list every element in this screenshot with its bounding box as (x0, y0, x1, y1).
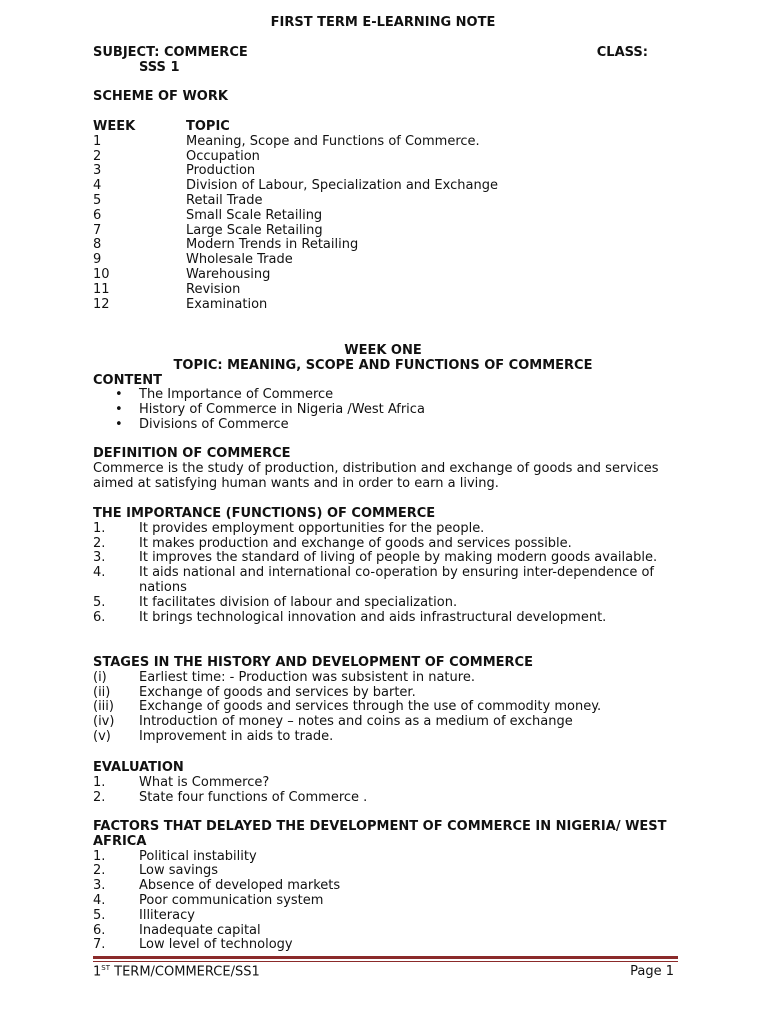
item-number: 1. (93, 848, 106, 864)
evaluation-section (93, 761, 673, 805)
item-number: 5. (93, 594, 106, 610)
scheme-week: 11 (93, 281, 110, 297)
scheme-topic: Division of Labour, Specialization and Exchange (186, 178, 498, 194)
definition-text: Commerce is the study of production, distribution and exchange of goods and services aimed at satisfying human wants and in order to earn a living. (93, 460, 659, 491)
scheme-topic: Modern Trends in Retailing (186, 237, 359, 253)
item-number: 2. (93, 789, 106, 805)
scheme-row (93, 194, 673, 209)
scheme-topic: Small Scale Retailing (186, 207, 323, 223)
item-text: It aids national and international co-operation by ensuring inter-dependence of nations (139, 565, 655, 595)
footer-divider-thin (93, 961, 678, 962)
class-label: CLASS: (596, 45, 648, 60)
scheme-row (93, 179, 673, 194)
scheme-week: 4 (93, 178, 102, 194)
item-number: 5. (93, 907, 106, 923)
scheme-week: 2 (93, 148, 102, 164)
scheme-week: 3 (93, 163, 102, 179)
list-item (93, 730, 673, 745)
item-text: Inadequate capital (139, 922, 261, 938)
scheme-row (93, 164, 673, 179)
page-footer (93, 964, 674, 979)
scheme-week: 6 (93, 207, 102, 223)
content-label: CONTENT (93, 372, 162, 388)
scheme-week: 1 (93, 133, 102, 149)
item-number: 3. (93, 550, 106, 566)
list-item (93, 522, 673, 537)
scheme-week: 5 (93, 192, 102, 208)
scheme-topic: Occupation (186, 148, 260, 164)
item-number: (i) (93, 669, 107, 685)
item-text: Improvement in aids to trade. (139, 728, 334, 744)
scheme-row (93, 224, 673, 239)
list-item (93, 776, 673, 791)
item-number: 2. (93, 535, 106, 551)
scheme-topic: Large Scale Retailing (186, 222, 323, 238)
scheme-week: 8 (93, 237, 102, 253)
scheme-topic: Wholesale Trade (186, 252, 293, 268)
item-number: 1. (93, 520, 106, 536)
scheme-row (93, 209, 673, 224)
scheme-topic: Meaning, Scope and Functions of Commerce. (186, 133, 480, 149)
bullet-item: • History of Commerce in Nigeria /West Africa (139, 403, 673, 418)
scheme-heading: SCHEME OF WORK (93, 89, 228, 104)
item-number: 1. (93, 774, 106, 790)
footer-term: 1ST TERM/COMMERCE/SS1 (93, 964, 260, 980)
list-item (93, 938, 673, 953)
stages-list (93, 671, 673, 745)
scheme-week: 12 (93, 296, 110, 312)
scheme-header-row (93, 120, 673, 135)
footer-page-number: Page 1 (630, 964, 674, 979)
item-text: It brings technological innovation and aids infrastructural development. (139, 609, 607, 625)
list-item (93, 909, 673, 924)
scheme-row (93, 135, 673, 150)
scheme-topic: Revision (186, 281, 241, 297)
subject-header (93, 46, 673, 76)
scheme-topic: Retail Trade (186, 192, 263, 208)
item-text: It improves the standard of living of people by making modern goods available. (139, 550, 658, 566)
item-text: Low level of technology (139, 937, 293, 953)
item-number: (ii) (93, 684, 111, 700)
item-text: Political instability (139, 848, 257, 864)
scheme-row (93, 283, 673, 298)
importance-section (93, 507, 673, 625)
stages-heading: STAGES IN THE HISTORY AND DEVELOPMENT OF COMMERCE (93, 655, 533, 670)
scheme-table (93, 120, 673, 312)
item-number: 4. (93, 892, 106, 908)
item-number: (v) (93, 728, 111, 744)
footer-divider (93, 956, 678, 959)
factors-heading: FACTORS THAT DELAYED THE DEVELOPMENT OF COMMERCE IN NIGERIA/ WEST AFRICA (93, 819, 667, 849)
factors-section (93, 820, 673, 953)
scheme-row (93, 298, 673, 313)
item-number: 7. (93, 937, 106, 953)
list-item (93, 924, 673, 939)
document-title: FIRST TERM E-LEARNING NOTE (270, 15, 496, 30)
item-text: Introduction of money – notes and coins as a medium of exchange (139, 714, 573, 730)
list-item (93, 850, 673, 865)
subject-line: SUBJECT: COMMERCE (93, 45, 248, 60)
item-text: Absence of developed markets (139, 878, 341, 894)
scheme-week: 7 (93, 222, 102, 238)
scheme-week: 10 (93, 266, 110, 282)
list-item (93, 715, 673, 730)
list-item (93, 894, 673, 909)
list-item (93, 700, 673, 715)
scheme-row (93, 253, 673, 268)
list-item (93, 879, 673, 894)
item-number: (iv) (93, 714, 115, 730)
item-number: 4. (93, 565, 106, 581)
item-number: 6. (93, 609, 106, 625)
item-text: Poor communication system (139, 892, 324, 908)
bullet-item: • Divisions of Commerce (139, 418, 673, 433)
importance-list (93, 522, 673, 626)
list-item (93, 551, 673, 566)
week-one-heading: WEEK ONE (344, 343, 422, 358)
bullet-item: • The Importance of Commerce (139, 388, 673, 403)
week-header: WEEK (93, 119, 136, 134)
item-text: Illiteracy (139, 907, 195, 923)
week-one-topic: TOPIC: MEANING, SCOPE AND FUNCTIONS OF COMMERCE (173, 357, 593, 373)
content-list (93, 388, 673, 432)
class-value: SSS 1 (139, 59, 180, 75)
scheme-rows (93, 135, 673, 313)
week-one-section (93, 344, 673, 433)
list-item (93, 864, 673, 879)
evaluation-list (93, 776, 673, 806)
list-item (93, 566, 673, 596)
scheme-row (93, 150, 673, 165)
item-text: It makes production and exchange of goods and services possible. (139, 535, 572, 551)
list-item (93, 686, 673, 701)
definition-section (93, 447, 673, 491)
item-text: Low savings (139, 863, 219, 879)
item-number: 2. (93, 863, 106, 879)
list-item (93, 537, 673, 552)
item-text: Exchange of goods and services by barter. (139, 684, 416, 700)
item-number: (iii) (93, 699, 114, 715)
scheme-topic: Production (186, 163, 256, 179)
item-text: Exchange of goods and services through the use of commodity money. (139, 699, 602, 715)
scheme-row (93, 238, 673, 253)
scheme-topic: Examination (186, 296, 268, 312)
item-number: 3. (93, 878, 106, 894)
scheme-week: 9 (93, 252, 102, 268)
item-text: It provides employment opportunities for the people. (139, 520, 485, 536)
scheme-row (93, 268, 673, 283)
list-item (93, 671, 673, 686)
item-text: It facilitates division of labour and specialization. (139, 594, 458, 610)
evaluation-heading: EVALUATION (93, 760, 184, 775)
list-item (93, 611, 673, 626)
list-item (93, 791, 673, 806)
item-text: State four functions of Commerce . (139, 789, 368, 805)
stages-section (93, 656, 673, 745)
list-item (93, 596, 673, 611)
item-text: Earliest time: - Production was subsistent in nature. (139, 669, 475, 685)
topic-header: TOPIC (186, 119, 230, 134)
definition-heading: DEFINITION OF COMMERCE (93, 446, 291, 461)
item-text: What is Commerce? (139, 774, 270, 790)
scheme-topic: Warehousing (186, 266, 271, 282)
importance-heading: THE IMPORTANCE (FUNCTIONS) OF COMMERCE (93, 506, 436, 521)
item-number: 6. (93, 922, 106, 938)
factors-list (93, 850, 673, 954)
